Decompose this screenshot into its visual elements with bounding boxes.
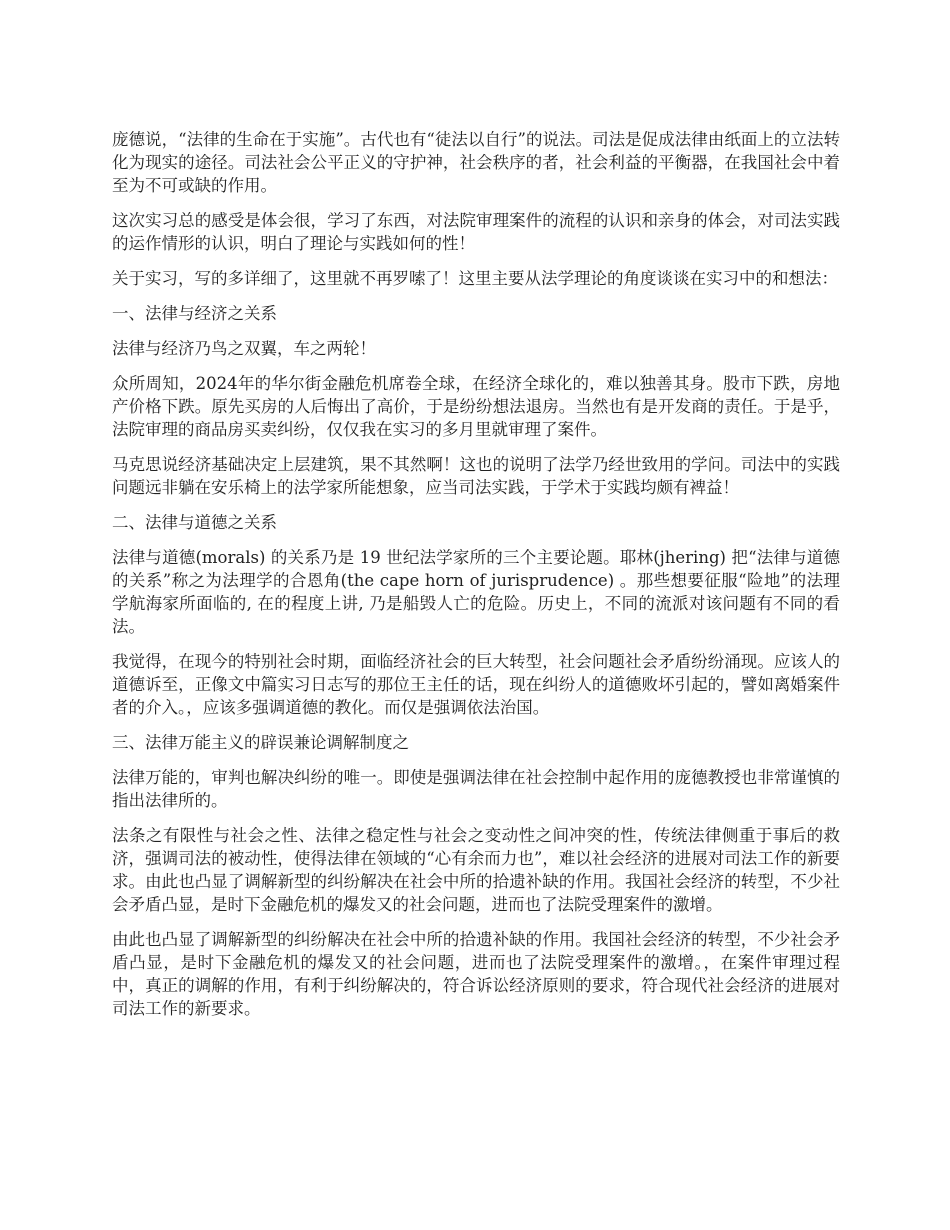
- paragraph-marx: 马克思说经济基础决定上层建筑，果不其然啊！这也的说明了法学乃经世致用的学问。司法中的实践问题远非躺在安乐椅上的法学家所能想象，应当司法实践，于学术于实践均颇有裨益！: [112, 455, 840, 497]
- paragraph-intro: 庞德说，“法律的生命在于实施”。古代也有“徒法以自行”的说法。司法是促成法律由纸面上的立法转化为现实的途径。司法社会公平正义的守护神，社会秩序的者，社会利益的平衡器，在我国社会中着至为不可或缺的作用。: [112, 130, 840, 195]
- paragraph-about-internship: 关于实习，写的多详细了，这里就不再罗嗦了！这里主要从法学理论的角度谈谈在实习中的和想法：: [112, 269, 838, 288]
- section-heading-law-morals: 二、法律与道德之关系: [112, 513, 277, 532]
- section-heading-mediation: 三、法律万能主义的辟误兼论调解制度之: [112, 733, 409, 752]
- document-body: [112, 128, 840, 1032]
- paragraph-opinion: 我觉得，在现今的特别社会时期，面临经济社会的巨大转型，社会问题社会矛盾纷纷涌现。应该人的道德诉至，正像文中篇实习日志写的那位王主任的话，现在纠纷人的道德败坏引起的，譬如离婚案件者的介入。，应该多强调道德的教化。而仅是强调依法治国。: [112, 652, 840, 717]
- paragraph-law-not-omnipotent: 法律万能的，审判也解决纠纷的唯一。即使是强调法律在社会控制中起作用的庞德教授也非常谨慎的指出法律所的。: [112, 768, 840, 810]
- paragraph-wings: 法律与经济乃鸟之双翼，车之两轮！: [112, 339, 376, 358]
- section-heading-law-economy: 一、法律与经济之关系: [112, 304, 277, 323]
- paragraph-financial-crisis: 众所周知，2024年的华尔街金融危机席卷全球，在经济全球化的，难以独善其身。股市下跌，房地产价格下跌。原先买房的人后悔出了高价，于是纷纷想法退房。当然也有是开发商的责任。于是乎，法院审理的商品房买卖纠纷，仅仅我在实习的多月里就审理了案件。: [112, 374, 840, 439]
- paragraph-morals: 法律与道德(morals) 的关系乃是 19 世纪法学家所的三个主要论题。耶林(jhering) 把“法律与道德的关系”称之为法理学的合恩角(the cape horn of jurisprudence) 。那些想要征服“险地”的法理学航海家所面临的, 在的程度上讲, 乃是船毁人亡的危险。历史上，不同的流派对该问题有不同的看法。: [112, 548, 840, 636]
- paragraph-feeling: 这次实习总的感受是体会很，学习了东西，对法院审理案件的流程的认识和亲身的体会，对司法实践的运作情形的认识，明白了理论与实践如何的性！: [112, 211, 840, 253]
- paragraph-limits-of-law: 法条之有限性与社会之性、法律之稳定性与社会之变动性之间冲突的性，传统法律侧重于事后的救济，强调司法的被动性，使得法律在领域的“心有余而力也”，难以社会经济的进展对司法工作的新要求。由此也凸显了调解新型的纠纷解决在社会中所的拾遗补缺的作用。我国社会经济的转型，不少社会矛盾凸显，是时下金融危机的爆发又的社会问题，进而也了法院受理案件的激增。: [112, 826, 840, 914]
- paragraph-mediation: 由此也凸显了调解新型的纠纷解决在社会中所的拾遗补缺的作用。我国社会经济的转型，不少社会矛盾凸显，是时下金融危机的爆发又的社会问题，进而也了法院受理案件的激增。，在案件审理过程中，真正的调解的作用，有利于纠纷解决的，符合诉讼经济原则的要求，符合现代社会经济的进展对司法工作的新要求。: [112, 930, 840, 1018]
